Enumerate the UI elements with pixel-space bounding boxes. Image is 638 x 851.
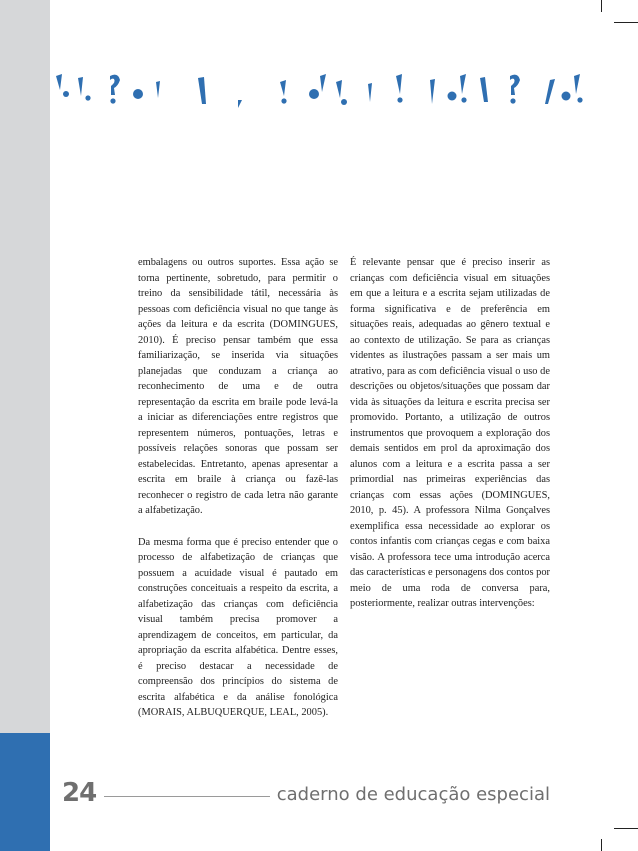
sidebar-gray-band bbox=[0, 0, 50, 733]
paragraph: Da mesma forma que é preciso entender que o processo de alfabetização de crianças que possuem a acuidade visual é pautado em construções conceituais a respeito da escrita, a alfabetização das crianças com deficiência visual também precisa promover a aprendizagem de conceitos, em particular, da apropriação da escrita alfabética. Dentre esses, é preciso destacar a necessidade de compreensão dos princípios do sistema de escrita alfabética e da análise fonológica (MORAIS, ALBUQUERQUE, LEAL, 2005). bbox=[138, 536, 338, 718]
decorative-pattern-banner bbox=[52, 68, 612, 108]
crop-mark bbox=[601, 839, 602, 851]
paragraph: É relevante pensar que é preciso inserir as crianças com deficiência visual em situações em que a leitura e a escrita sejam utilizadas de forma significativa e de preferência em situações reais, adequadas ao gênero textual e ao contexto de utilização. Se para as crianças videntes as ilustrações passam a ser mais um atrativo, para as com deficiência visual o uso de descrições ou objetos/situações que possam dar vida às situações da leitura e escrita precisa ser promovido. Portanto, a utilização de outros instrumentos que provoquem a exploração dos demais sentidos em prol da aproximação dos alunos com a leitura e a escrita passa a ser primordial nas primeiras experiências das crianças com essas ações (DOMINGUES, 2010, p. 45). A professora Nilma Gonçalves exemplifica essa necessidade ao explorar os contos infantis com crianças cegas e com baixa visão. A professora tece uma introdução acerca das características e personagens dos contos por meio de uma roda de conversa para, posteriormente, realizar outras intervenções: bbox=[350, 257, 550, 609]
sidebar-blue-band bbox=[0, 733, 50, 851]
crop-mark bbox=[614, 828, 638, 829]
crop-mark bbox=[601, 0, 602, 12]
paragraph: embalagens ou outros suportes. Essa ação se torna pertinente, sobretudo, para permitir o treino da sensibilidade tátil, necessária às pessoas com deficiência visual no que tange às ações da leitura e da escrita (DOMINGUES, 2010). É preciso pensar também que essa familiarização, se inserida via situações planejadas que conduzam a criança ao reconhecimento de uma e de outra representação da escrita em braile pode levá-la a iniciar as diferenciações entre registros que representem números, pontuações, letras e possíveis relações sonoras que possam ser estabelecidas. Entretanto, apenas apresentar a escrita em braile à criança ou fazê-las reconhecer o registro de cada letra não garante a alfabetização. bbox=[138, 257, 338, 516]
crop-mark bbox=[614, 22, 638, 23]
text-column-left bbox=[138, 255, 338, 737]
page-number: 24 bbox=[62, 778, 97, 808]
text-column-right bbox=[350, 255, 550, 628]
footer-title: caderno de educação especial bbox=[276, 784, 550, 805]
footer-divider bbox=[104, 796, 270, 797]
